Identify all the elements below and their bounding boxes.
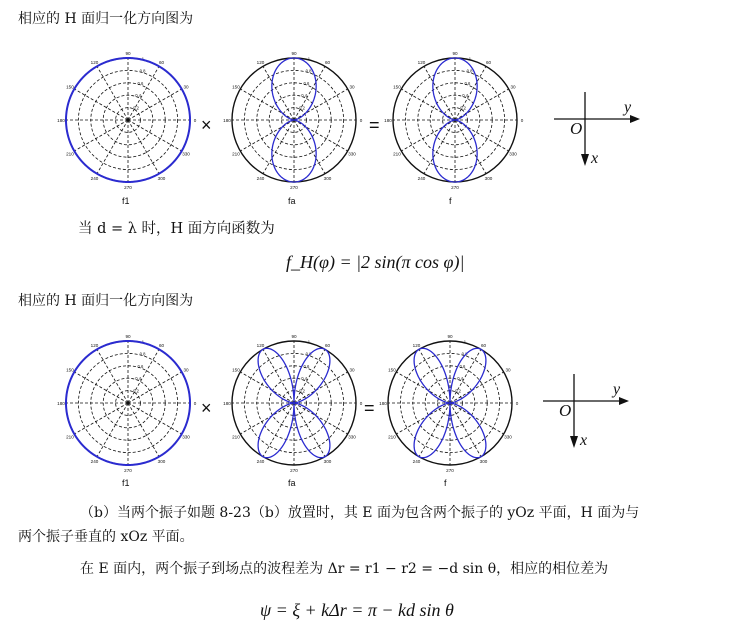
radius-label: 0.6	[464, 80, 471, 86]
radius-label: 0.2	[299, 105, 305, 111]
radius-label: 0.8	[461, 351, 468, 357]
angle-label: 0	[520, 118, 524, 123]
caption-f-row2: f	[444, 478, 447, 488]
radius-label: 0.6	[137, 363, 144, 369]
radius-label: 0.4	[301, 93, 308, 99]
angle-label: 210	[232, 151, 240, 157]
grid-spoke	[240, 403, 294, 434]
grid-spoke	[450, 349, 481, 403]
radius-label: 1	[141, 56, 145, 62]
angle-label: 0	[193, 118, 197, 123]
formula-fh: f_H(φ) = |2 sin(π cos φ)|	[286, 252, 465, 272]
angle-label: 330	[509, 151, 517, 157]
grid-spoke	[97, 349, 128, 403]
angle-label: 90	[447, 334, 453, 339]
radius-label: 0.2	[455, 388, 461, 394]
angle-label: 90	[291, 51, 297, 56]
radius-label: 0.4	[301, 376, 308, 382]
axis-x-label: x	[580, 432, 588, 449]
angle-label: 60	[324, 59, 331, 65]
angle-label: 300	[479, 459, 488, 465]
angle-label: 120	[90, 342, 99, 348]
grid-spoke	[240, 120, 294, 151]
radius-label: 0.2	[460, 105, 466, 111]
angle-label: 300	[323, 459, 332, 465]
grid-spoke	[128, 403, 159, 457]
grid-spoke	[396, 372, 450, 403]
axis-x-label: x	[591, 150, 599, 167]
radius-label: 0.8	[305, 351, 312, 357]
angle-label: 330	[182, 151, 190, 157]
angle-label: 330	[182, 434, 190, 440]
times-operator-row1: ×	[201, 115, 212, 135]
axis-x-arrow	[570, 436, 578, 448]
grid-spoke	[294, 120, 348, 151]
polar-f-row2	[380, 333, 520, 473]
radius-label: 0.4	[457, 376, 464, 382]
axis-y-arrow	[619, 397, 629, 405]
angle-label: 270	[451, 185, 459, 190]
grid-spoke	[450, 403, 504, 434]
angle-label: 90	[291, 334, 297, 339]
radius-label: 0.6	[303, 80, 310, 86]
grid-spoke	[128, 403, 182, 434]
grid-spoke	[128, 66, 159, 120]
grid-spoke	[97, 403, 128, 457]
grid-spoke	[419, 349, 450, 403]
angle-label: 180	[379, 401, 387, 406]
angle-label: 120	[256, 342, 265, 348]
radius-label: 0.6	[137, 80, 144, 86]
angle-label: 240	[90, 176, 99, 182]
caption-f1-row2: f1	[122, 478, 130, 488]
angle-label: 120	[417, 59, 426, 65]
angle-label: 240	[256, 459, 265, 465]
polar-f1-row2	[58, 333, 198, 473]
grid-spoke	[240, 372, 294, 403]
angle-label: 240	[90, 459, 99, 465]
angle-label: 150	[66, 84, 74, 90]
angle-label: 150	[66, 367, 74, 373]
axis-y-arrow	[630, 115, 640, 123]
condition-text: 当 d = λ 时，H 面方向函数为	[78, 221, 275, 237]
angle-label: 0	[359, 401, 363, 406]
grid-spoke	[128, 349, 159, 403]
radius-label: 1	[307, 339, 311, 345]
angle-label: 210	[388, 434, 396, 440]
angle-label: 180	[57, 401, 65, 406]
angle-label: 30	[349, 367, 355, 373]
formula-psi: ψ = ξ + kΔr = π − kd sin θ	[260, 600, 454, 620]
caption-f1-row1: f1	[122, 196, 130, 206]
angle-label: 330	[504, 434, 512, 440]
angle-label: 90	[125, 334, 131, 339]
angle-label: 240	[412, 459, 421, 465]
angle-label: 0	[193, 401, 197, 406]
grid-spoke	[263, 66, 294, 120]
grid-spoke	[396, 403, 450, 434]
angle-label: 30	[505, 367, 511, 373]
angle-label: 150	[393, 84, 401, 90]
angle-label: 60	[158, 59, 165, 65]
grid-spoke	[128, 120, 159, 174]
grid-spoke	[74, 372, 128, 403]
angle-label: 240	[417, 176, 426, 182]
para-b-line2: 两个振子垂直的 xOz 平面。	[18, 529, 194, 545]
radius-label: 0.8	[139, 351, 146, 357]
angle-label: 270	[290, 468, 298, 473]
polar-fa-row1	[224, 50, 364, 190]
angle-label: 270	[446, 468, 454, 473]
angle-label: 30	[183, 84, 189, 90]
grid-spoke	[263, 120, 294, 174]
angle-label: 30	[349, 84, 355, 90]
angle-label: 120	[412, 342, 421, 348]
angle-label: 270	[124, 185, 132, 190]
grid-spoke	[455, 66, 486, 120]
grid-spoke	[97, 120, 128, 174]
radius-label: 0.2	[133, 388, 139, 394]
grid-spoke	[74, 120, 128, 151]
angle-label: 30	[183, 367, 189, 373]
angle-label: 210	[232, 434, 240, 440]
section2-heading: 相应的 H 面归一化方向图为	[18, 293, 194, 309]
angle-label: 270	[124, 468, 132, 473]
grid-spoke	[240, 89, 294, 120]
times-operator-row2: ×	[201, 398, 212, 418]
radius-label: 0.8	[139, 68, 146, 74]
grid-spoke	[294, 403, 325, 457]
radius-label: 0.4	[135, 93, 142, 99]
section1-heading: 相应的 H 面归一化方向图为	[18, 11, 194, 27]
caption-fa-row2: fa	[288, 478, 296, 488]
caption-fa-row1: fa	[288, 196, 296, 206]
para-b-line1: （b）当两个振子如题 8-23（b）放置时，其 E 面为包含两个振子的 yOz 平面，H 面为与	[80, 505, 640, 521]
angle-label: 120	[90, 59, 99, 65]
angle-label: 90	[125, 51, 131, 56]
angle-label: 300	[323, 176, 332, 182]
radius-label: 0.2	[299, 388, 305, 394]
grid-spoke	[419, 403, 450, 457]
para-e-text: 在 E 面内，两个振子到场点的波程差为 Δr = r1 − r2 = −d sin θ，相应的相位差为	[80, 561, 609, 577]
axis-origin-label: O	[559, 401, 572, 420]
angle-label: 270	[290, 185, 298, 190]
angle-label: 330	[348, 151, 356, 157]
equals-operator-row2: =	[364, 398, 375, 418]
radius-label: 0.8	[305, 68, 312, 74]
radius-label: 0.6	[303, 363, 310, 369]
grid-spoke	[294, 66, 325, 120]
grid-spoke	[294, 120, 325, 174]
radius-label: 0.4	[135, 376, 142, 382]
angle-label: 300	[157, 176, 166, 182]
angle-label: 180	[384, 118, 392, 123]
polar-grid	[57, 334, 197, 473]
axis-y-label: y	[613, 381, 621, 398]
axis-y-label: y	[624, 99, 632, 116]
angle-label: 300	[157, 459, 166, 465]
angle-label: 60	[485, 59, 492, 65]
angle-label: 240	[256, 176, 265, 182]
angle-label: 180	[223, 118, 231, 123]
grid-spoke	[128, 120, 182, 151]
grid-spoke	[424, 66, 455, 120]
grid-spoke	[74, 89, 128, 120]
radius-label: 1	[463, 339, 467, 345]
angle-label: 90	[452, 51, 458, 56]
caption-f-row1: f	[449, 196, 452, 206]
polar-f1-row1	[58, 50, 198, 190]
grid-spoke	[455, 120, 509, 151]
radius-label: 0.4	[462, 93, 469, 99]
angle-label: 300	[484, 176, 493, 182]
angle-label: 0	[359, 118, 363, 123]
grid-spoke	[455, 120, 486, 174]
angle-label: 60	[158, 342, 165, 348]
grid-spoke	[401, 89, 455, 120]
angle-label: 180	[223, 401, 231, 406]
angle-label: 150	[232, 84, 240, 90]
grid-spoke	[263, 349, 294, 403]
grid-spoke	[294, 349, 325, 403]
axis-origin-label: O	[570, 119, 583, 138]
angle-label: 210	[393, 151, 401, 157]
radius-label: 0.6	[459, 363, 466, 369]
grid-spoke	[450, 403, 481, 457]
angle-label: 210	[66, 151, 74, 157]
angle-label: 210	[66, 434, 74, 440]
axis-x-arrow	[581, 154, 589, 166]
angle-label: 60	[480, 342, 487, 348]
radius-label: 1	[468, 56, 472, 62]
polar-f-row1	[385, 50, 525, 190]
angle-label: 30	[510, 84, 516, 90]
equals-operator-row1: =	[369, 115, 380, 135]
grid-spoke	[401, 120, 455, 151]
grid-spoke	[424, 120, 455, 174]
grid-spoke	[263, 403, 294, 457]
grid-spoke	[294, 403, 348, 434]
angle-label: 120	[256, 59, 265, 65]
angle-label: 60	[324, 342, 331, 348]
radius-label: 0.8	[466, 68, 473, 74]
angle-label: 180	[57, 118, 65, 123]
grid-spoke	[74, 403, 128, 434]
polar-fa-row2	[224, 333, 364, 473]
angle-label: 0	[515, 401, 519, 406]
radius-label: 1	[141, 339, 145, 345]
radius-label: 0.2	[133, 105, 139, 111]
angle-label: 330	[348, 434, 356, 440]
radius-label: 1	[307, 56, 311, 62]
angle-label: 150	[388, 367, 396, 373]
polar-grid	[57, 51, 197, 190]
angle-label: 150	[232, 367, 240, 373]
grid-spoke	[97, 66, 128, 120]
